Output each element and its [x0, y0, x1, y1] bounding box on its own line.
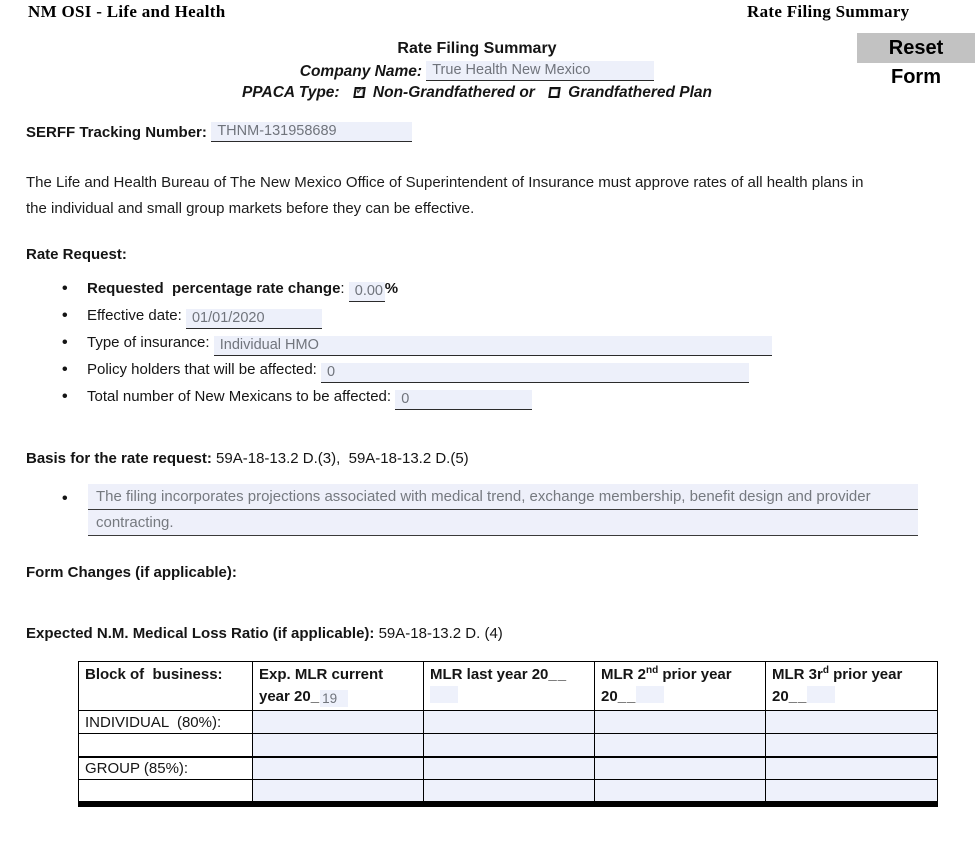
basis-bullet	[26, 484, 975, 536]
col4-text-2: prior year 20	[772, 666, 907, 705]
basis-text-line-2[interactable]: contracting.	[88, 510, 918, 536]
bullet-total-affected	[26, 383, 975, 410]
effective-date-field[interactable]: 01/01/2020	[186, 309, 322, 329]
mlr-cell[interactable]	[253, 734, 424, 757]
row-label-blank	[79, 734, 253, 757]
percent-sign: %	[384, 280, 399, 297]
basis-citation: 59A-18-13.2 D.(3), 59A-18-13.2 D.(5)	[211, 450, 469, 467]
mlr-cell-field[interactable]	[766, 711, 937, 733]
basis-label: Basis for the rate request:	[26, 450, 212, 467]
insurance-type-field[interactable]: Individual HMO	[214, 336, 772, 356]
mlr-cell[interactable]	[424, 757, 595, 780]
bullet-effective-date	[26, 302, 975, 329]
non-grandfathered-checkbox[interactable]	[353, 87, 366, 98]
check-icon: ✓	[355, 85, 365, 97]
mlr-cell-field[interactable]	[253, 758, 423, 780]
policy-holders-field[interactable]: 0	[321, 363, 749, 383]
serff-tracking-row	[26, 122, 975, 142]
mlr-table	[78, 661, 938, 807]
company-name-label: Company Name:	[299, 63, 423, 80]
rate-request-heading: Rate Request:	[26, 246, 127, 263]
table-row-blank-2	[79, 780, 938, 805]
mlr-2nd-prior-year-field[interactable]	[636, 686, 664, 703]
effective-date-label: Effective date:	[87, 307, 182, 324]
mlr-cell[interactable]	[766, 734, 938, 757]
col-exp-mlr-current-year	[253, 662, 424, 711]
table-row-group	[79, 757, 938, 780]
mlr-cell[interactable]	[424, 734, 595, 757]
basis-heading-row	[26, 450, 975, 468]
grandfathered-checkbox[interactable]	[548, 87, 561, 98]
mlr-cell[interactable]	[424, 780, 595, 805]
mlr-cell[interactable]	[595, 757, 766, 780]
mlr-cell-field[interactable]	[766, 734, 937, 756]
rate-change-colon: :	[340, 280, 349, 297]
intro-paragraph: The Life and Health Bureau of The New Mexico Office of Superintendent of Insurance must approve rates of all health plans in the individual and small group markets before they can be effective.	[26, 174, 868, 217]
col3-text: MLR 2	[601, 666, 646, 683]
reset-form-button[interactable]: Reset Form	[857, 33, 975, 63]
mlr-cell[interactable]	[766, 780, 938, 805]
bullet-policy-holders	[26, 356, 975, 383]
page-title: Rate Filing Summary	[397, 40, 557, 57]
rate-change-label: Requested percentage rate change	[87, 280, 341, 297]
mlr-cell-field[interactable]	[253, 734, 423, 756]
mlr-cell[interactable]	[595, 780, 766, 805]
mlr-cell[interactable]	[595, 711, 766, 734]
row-label-individual: INDIVIDUAL (80%):	[79, 711, 253, 734]
mlr-3rd-prior-year-field[interactable]	[807, 686, 835, 703]
col-mlr-last-year	[424, 662, 595, 711]
total-affected-label: Total number of New Mexicans to be affected:	[87, 388, 392, 405]
mlr-cell-field[interactable]	[253, 711, 423, 733]
basis-textarea[interactable]	[88, 484, 918, 536]
col4-text: MLR 3r	[772, 666, 823, 683]
mlr-heading-row	[26, 625, 975, 643]
grandfathered-label: Grandfathered Plan	[568, 84, 713, 101]
table-row-individual	[79, 711, 938, 734]
col-block-of-business	[79, 662, 253, 711]
mlr-cell-field[interactable]	[424, 780, 594, 801]
document-header-left: NM OSI - Life and Health	[28, 2, 226, 21]
mlr-cell[interactable]	[595, 734, 766, 757]
col3-superscript: nd	[646, 665, 659, 676]
mlr-cell-field[interactable]	[595, 711, 765, 733]
col4-superscript: d	[822, 665, 829, 676]
mlr-cell-field[interactable]	[424, 734, 594, 756]
insurance-type-label: Type of insurance:	[87, 334, 210, 351]
mlr-last-year-field[interactable]	[430, 686, 458, 703]
mlr-cell[interactable]	[253, 711, 424, 734]
mlr-citation: 59A-18-13.2 D. (4)	[374, 625, 503, 642]
col-mlr-2nd-prior-year	[595, 662, 766, 711]
bullet-insurance-type	[26, 329, 975, 356]
mlr-label: Expected N.M. Medical Loss Ratio (if applicable):	[26, 625, 375, 642]
mlr-cell-field[interactable]	[595, 758, 765, 780]
mlr-cell-field[interactable]	[595, 780, 765, 801]
mlr-cell[interactable]	[253, 780, 424, 805]
bullet-rate-change	[26, 275, 975, 302]
mlr-cell-field[interactable]	[595, 734, 765, 756]
col4-blank: __	[788, 688, 808, 705]
mlr-cell[interactable]	[766, 757, 938, 780]
form-body	[0, 122, 975, 807]
col3-text-2: prior year 20	[601, 666, 736, 705]
col1-text: Exp. MLR current year 20	[259, 666, 388, 705]
rate-request-list	[26, 275, 975, 410]
table-row-blank-1	[79, 734, 938, 757]
row-label-blank	[79, 780, 253, 805]
serff-tracking-label: SERFF Tracking Number:	[26, 124, 207, 141]
col3-blank: __	[617, 688, 637, 705]
company-name-field[interactable]: True Health New Mexico	[426, 61, 654, 81]
policy-holders-label: Policy holders that will be affected:	[87, 361, 317, 378]
mlr-header-row	[79, 662, 938, 711]
ppaca-type-line	[0, 84, 954, 102]
mlr-cell[interactable]	[766, 711, 938, 734]
company-name-line	[0, 61, 954, 81]
basis-text-line-1[interactable]: • The filing incorporates projections associated with medical trend, exchange membership, benefit design and provider	[88, 484, 918, 510]
row-label-group: GROUP (85%):	[79, 757, 253, 780]
mlr-cell-field[interactable]	[424, 711, 594, 733]
mlr-cell-field[interactable]	[424, 758, 594, 780]
mlr-cell[interactable]	[253, 757, 424, 780]
rate-change-field[interactable]: 0.00	[349, 282, 385, 302]
col-block-of-business-label: Block of business:	[85, 666, 223, 683]
mlr-cell-field[interactable]	[766, 758, 937, 780]
col-mlr-3rd-prior-year	[766, 662, 938, 711]
mlr-cell-field[interactable]	[253, 780, 423, 801]
col1-blank: _	[310, 688, 321, 705]
mlr-cell-field[interactable]	[766, 780, 937, 801]
col2-text: MLR last year 20	[430, 666, 549, 683]
non-grandfathered-label: Non-Grandfathered or	[372, 84, 535, 101]
form-changes-heading: Form Changes (if applicable):	[26, 564, 237, 581]
total-affected-field[interactable]: 0	[395, 390, 532, 410]
document-header-right: Rate Filing Summary	[747, 2, 910, 21]
ppaca-type-label: PPACA Type:	[241, 84, 340, 101]
mlr-cell[interactable]	[424, 711, 595, 734]
serff-tracking-field[interactable]: THNM-131958689	[211, 122, 412, 142]
mlr-current-year-field[interactable]: 19	[320, 690, 348, 707]
col2-blank: __	[548, 666, 568, 683]
